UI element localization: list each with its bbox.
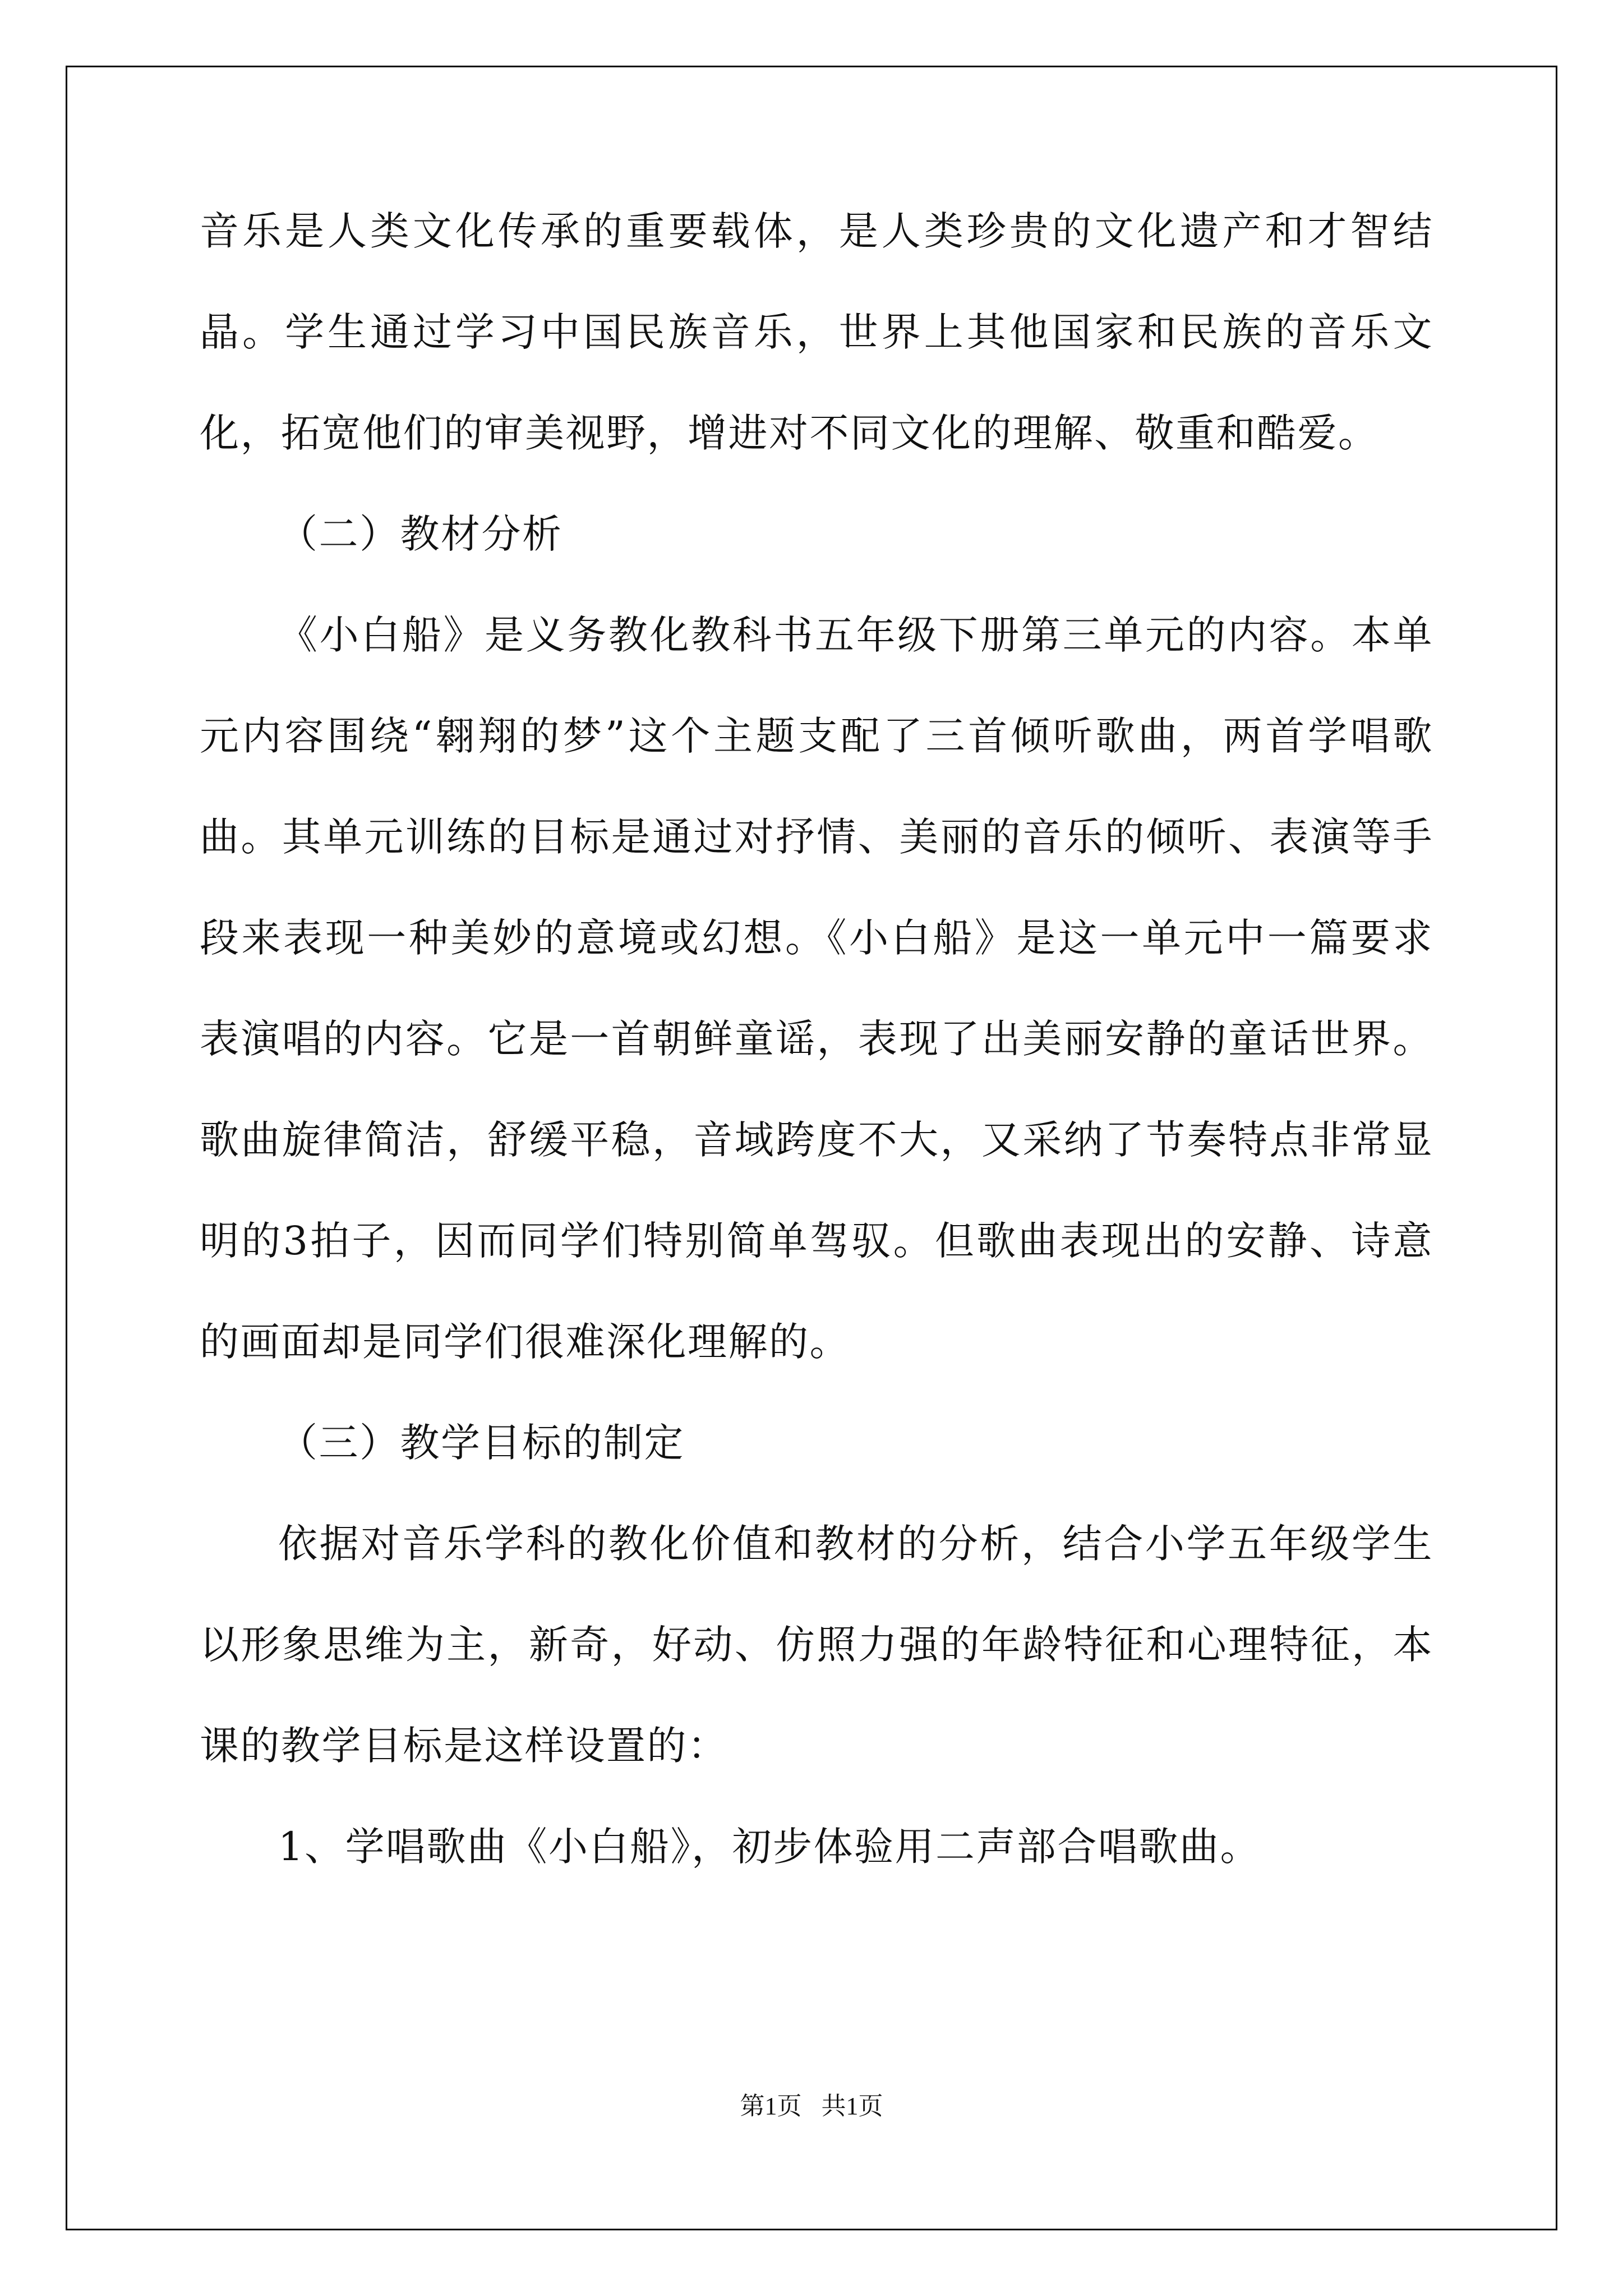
document-body <box>200 181 1433 1897</box>
paragraph-textbook-analysis: 《小白船》是义务教化教科书五年级下册第三单元的内容。本单元内容围绕“翱翔的梦”这个主题支配了三首倾听歌曲，两首学唱歌曲。其单元训练的目标是通过对抒情、美丽的音乐的倾听、表演等手段来表现一种美妙的意境或幻想。《小白船》是这一单元中一篇要求表演唱的内容。它是一首朝鲜童谣，表现了出美丽安静的童话世界。歌曲旋律简洁，舒缓平稳，音域跨度不大，又采纳了节奏特点非常显明的3拍子，因而同学们特别简单驾驭。但歌曲表现出的安静、诗意的画面却是同学们很难深化理解的。 <box>200 612 1433 1365</box>
heading-textbook-analysis: （二）教材分析 <box>278 511 563 557</box>
paragraph-intro: 音乐是人类文化传承的重要载体，是人类珍贵的文化遗产和才智结晶。学生通过学习中国民族音乐，世界上其他国家和民族的音乐文化，拓宽他们的审美视野，增进对不同文化的理解、敬重和酷爱。 <box>200 208 1433 456</box>
paragraph-goal-1: 1、学唱歌曲《小白船》，初步体验用二声部合唱歌曲。 <box>278 1824 1261 1870</box>
page-footer <box>0 2086 1623 2122</box>
page-total: 共1页 <box>821 2092 883 2120</box>
paragraph-teaching-goals: 依据对音乐学科的教化价值和教材的分析，结合小学五年级学生以形象思维为主，新奇，好动、仿照力强的年龄特征和心理特征，本课的教学目标是这样设置的： <box>200 1521 1433 1769</box>
heading-teaching-goals: （三）教学目标的制定 <box>278 1420 685 1466</box>
page-number: 第1页 <box>740 2092 802 2120</box>
